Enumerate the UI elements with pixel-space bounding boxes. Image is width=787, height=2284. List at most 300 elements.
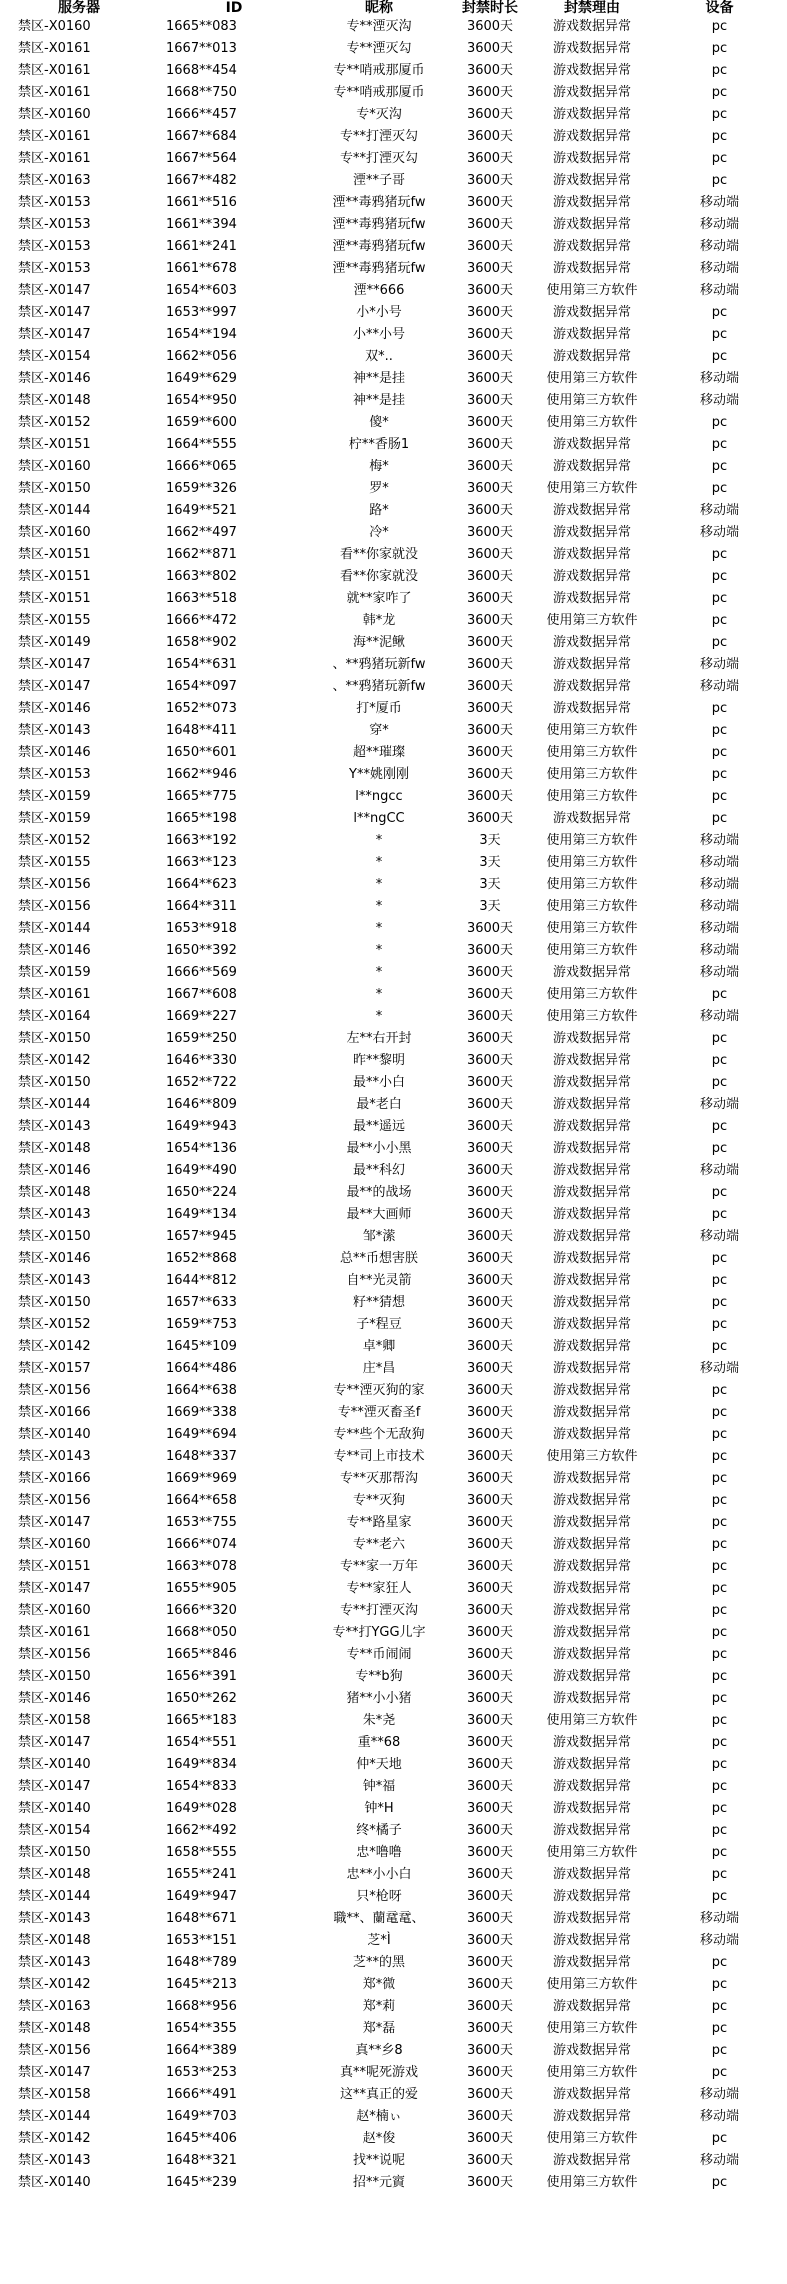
table-row xyxy=(0,1028,787,1050)
duration-cell: 3600天 xyxy=(466,19,514,34)
id-cell: 1652**868 xyxy=(166,1251,237,1266)
id-cell: 1667**608 xyxy=(166,987,237,1002)
nickname-cell: 冷* xyxy=(369,525,389,540)
reason-cell: 游戏数据异常 xyxy=(552,1911,631,1926)
device-cell: pc xyxy=(711,1493,728,1508)
duration-cell: 3600天 xyxy=(466,1537,514,1552)
device-cell: 移动端 xyxy=(699,1009,739,1024)
device-cell: pc xyxy=(711,767,728,782)
duration-cell: 3600天 xyxy=(466,1207,514,1222)
reason-cell: 游戏数据异常 xyxy=(552,1757,631,1772)
id-cell: 1649**834 xyxy=(166,1757,237,1772)
server-cell: 禁区-X0146 xyxy=(18,745,91,760)
duration-cell: 3600天 xyxy=(466,1185,514,1200)
server-cell: 禁区-X0156 xyxy=(18,899,91,914)
duration-cell: 3600天 xyxy=(466,679,514,694)
device-cell: 移动端 xyxy=(699,261,739,276)
duration-cell: 3600天 xyxy=(466,1339,514,1354)
nickname-cell: l**ngcc xyxy=(355,789,403,804)
nickname-cell: 钟*福 xyxy=(362,1779,396,1794)
device-cell: pc xyxy=(711,547,728,562)
reason-cell: 游戏数据异常 xyxy=(552,2087,631,2102)
id-cell: 1666**074 xyxy=(166,1537,237,1552)
nickname-cell: * xyxy=(375,833,383,848)
device-cell: 移动端 xyxy=(699,1163,739,1178)
nickname-cell: 路* xyxy=(369,503,389,518)
nickname-cell: 找**说呢 xyxy=(352,2153,405,2168)
nickname-cell: 钟*H xyxy=(364,1801,394,1816)
server-cell: 禁区-X0143 xyxy=(18,1119,91,1134)
table-row xyxy=(0,412,787,434)
device-cell: 移动端 xyxy=(699,2153,739,2168)
reason-cell: 游戏数据异常 xyxy=(552,1295,631,1310)
server-cell: 禁区-X0152 xyxy=(18,415,91,430)
nickname-cell: 湮**毒鸦猪玩fw xyxy=(332,261,426,276)
device-cell: pc xyxy=(711,459,728,474)
nickname-cell: 最**小白 xyxy=(352,1075,405,1090)
nickname-cell: 梅* xyxy=(369,459,389,474)
reason-cell: 使用第三方软件 xyxy=(546,2175,638,2190)
table-row xyxy=(0,1556,787,1578)
server-cell: 禁区-X0155 xyxy=(18,613,91,628)
id-cell: 1667**013 xyxy=(166,41,237,56)
reason-cell: 游戏数据异常 xyxy=(552,1669,631,1684)
table-row xyxy=(0,918,787,940)
id-cell: 1648**337 xyxy=(166,1449,237,1464)
id-cell: 1644**812 xyxy=(166,1273,237,1288)
device-cell: pc xyxy=(711,2065,728,2080)
id-cell: 1667**482 xyxy=(166,173,237,188)
server-cell: 禁区-X0147 xyxy=(18,657,91,672)
table-body xyxy=(0,16,787,2194)
device-cell: 移动端 xyxy=(699,393,739,408)
server-cell: 禁区-X0153 xyxy=(18,217,91,232)
duration-cell: 3天 xyxy=(479,899,501,914)
server-cell: 禁区-X0157 xyxy=(18,1361,91,1376)
table-row xyxy=(0,984,787,1006)
table-row xyxy=(0,1886,787,1908)
table-row xyxy=(0,1248,787,1270)
id-cell: 1657**633 xyxy=(166,1295,237,1310)
table-row xyxy=(0,2040,787,2062)
device-cell: pc xyxy=(711,2131,728,2146)
device-cell: pc xyxy=(711,349,728,364)
id-cell: 1662**497 xyxy=(166,525,237,540)
reason-cell: 游戏数据异常 xyxy=(552,1383,631,1398)
id-cell: 1662**492 xyxy=(166,1823,237,1838)
reason-cell: 游戏数据异常 xyxy=(552,1955,631,1970)
reason-cell: 使用第三方软件 xyxy=(546,371,638,386)
device-cell: pc xyxy=(711,569,728,584)
server-cell: 禁区-X0156 xyxy=(18,1647,91,1662)
device-cell: pc xyxy=(711,1889,728,1904)
nickname-cell: 专**老六 xyxy=(352,1537,405,1552)
table-row xyxy=(0,1952,787,1974)
reason-cell: 使用第三方软件 xyxy=(546,899,638,914)
id-cell: 1645**239 xyxy=(166,2175,237,2190)
reason-cell: 游戏数据异常 xyxy=(552,1185,631,1200)
reason-cell: 使用第三方软件 xyxy=(546,789,638,804)
table-row xyxy=(0,610,787,632)
device-cell: pc xyxy=(711,789,728,804)
id-cell: 1666**569 xyxy=(166,965,237,980)
reason-cell: 游戏数据异常 xyxy=(552,41,631,56)
id-cell: 1665**846 xyxy=(166,1647,237,1662)
device-cell: 移动端 xyxy=(699,217,739,232)
server-cell: 禁区-X0143 xyxy=(18,1955,91,1970)
server-cell: 禁区-X0149 xyxy=(18,635,91,650)
server-cell: 禁区-X0144 xyxy=(18,2109,91,2124)
nickname-cell: 专**打湮灭沟 xyxy=(339,1603,418,1618)
server-cell: 禁区-X0160 xyxy=(18,1537,91,1552)
table-row xyxy=(0,1270,787,1292)
server-cell: 禁区-X0148 xyxy=(18,1141,91,1156)
table-row xyxy=(0,192,787,214)
nickname-cell: 这**真正的爱 xyxy=(339,2087,418,2102)
id-cell: 1655**905 xyxy=(166,1581,237,1596)
device-cell: 移动端 xyxy=(699,525,739,540)
device-cell: 移动端 xyxy=(699,943,739,958)
nickname-cell: 专**币闹闹 xyxy=(346,1647,412,1662)
reason-cell: 游戏数据异常 xyxy=(552,811,631,826)
nickname-cell: 湮**毒鸦猪玩fw xyxy=(332,217,426,232)
reason-cell: 游戏数据异常 xyxy=(552,1339,631,1354)
device-cell: pc xyxy=(711,327,728,342)
id-cell: 1662**871 xyxy=(166,547,237,562)
duration-cell: 3600天 xyxy=(466,767,514,782)
nickname-cell: 就**家咋了 xyxy=(346,591,412,606)
device-cell: pc xyxy=(711,1053,728,1068)
device-cell: pc xyxy=(711,129,728,144)
id-cell: 1659**753 xyxy=(166,1317,237,1332)
nickname-cell: 湮**毒鸦猪玩fw xyxy=(332,239,426,254)
nickname-cell: 专**灭狗 xyxy=(352,1493,405,1508)
reason-cell: 游戏数据异常 xyxy=(552,2109,631,2124)
table-row xyxy=(0,1446,787,1468)
device-cell: 移动端 xyxy=(699,1361,739,1376)
id-cell: 1654**603 xyxy=(166,283,237,298)
nickname-cell: 最**的战场 xyxy=(346,1185,412,1200)
reason-cell: 游戏数据异常 xyxy=(552,1251,631,1266)
id-cell: 1665**183 xyxy=(166,1713,237,1728)
server-cell: 禁区-X0154 xyxy=(18,1823,91,1838)
server-cell: 禁区-X0153 xyxy=(18,261,91,276)
table-row xyxy=(0,962,787,984)
reason-cell: 游戏数据异常 xyxy=(552,1603,631,1618)
duration-cell: 3600天 xyxy=(466,1449,514,1464)
server-cell: 禁区-X0152 xyxy=(18,833,91,848)
duration-cell: 3600天 xyxy=(466,965,514,980)
id-cell: 1653**997 xyxy=(166,305,237,320)
id-cell: 1652**073 xyxy=(166,701,237,716)
device-cell: pc xyxy=(711,613,728,628)
device-cell: pc xyxy=(711,591,728,606)
server-cell: 禁区-X0161 xyxy=(18,129,91,144)
table-row xyxy=(0,2084,787,2106)
duration-cell: 3600天 xyxy=(466,723,514,738)
server-cell: 禁区-X0160 xyxy=(18,107,91,122)
reason-cell: 游戏数据异常 xyxy=(552,1207,631,1222)
id-cell: 1654**950 xyxy=(166,393,237,408)
table-row xyxy=(0,2018,787,2040)
table-row xyxy=(0,1754,787,1776)
duration-cell: 3600天 xyxy=(466,1493,514,1508)
device-cell: pc xyxy=(711,481,728,496)
reason-cell: 游戏数据异常 xyxy=(552,1405,631,1420)
nickname-cell: * xyxy=(375,943,383,958)
id-cell: 1666**457 xyxy=(166,107,237,122)
server-cell: 禁区-X0161 xyxy=(18,63,91,78)
device-cell: 移动端 xyxy=(699,195,739,210)
id-cell: 1662**946 xyxy=(166,767,237,782)
device-cell: pc xyxy=(711,1691,728,1706)
server-cell: 禁区-X0140 xyxy=(18,1801,91,1816)
server-cell: 禁区-X0148 xyxy=(18,393,91,408)
reason-cell: 游戏数据异常 xyxy=(552,1031,631,1046)
server-cell: 禁区-X0166 xyxy=(18,1471,91,1486)
nickname-cell: 最**科幻 xyxy=(352,1163,405,1178)
reason-cell: 使用第三方软件 xyxy=(546,481,638,496)
table-row xyxy=(0,302,787,324)
id-cell: 1669**969 xyxy=(166,1471,237,1486)
duration-cell: 3600天 xyxy=(466,1559,514,1574)
nickname-cell: 专**b狗 xyxy=(355,1669,403,1684)
duration-cell: 3600天 xyxy=(466,1603,514,1618)
nickname-cell: 神**是挂 xyxy=(352,371,405,386)
device-cell: 移动端 xyxy=(699,1911,739,1926)
device-cell: pc xyxy=(711,1647,728,1662)
table-row xyxy=(0,1512,787,1534)
server-cell: 禁区-X0146 xyxy=(18,371,91,386)
server-cell: 禁区-X0143 xyxy=(18,2153,91,2168)
id-cell: 1657**945 xyxy=(166,1229,237,1244)
nickname-cell: 湮**子哥 xyxy=(352,173,405,188)
reason-cell: 使用第三方软件 xyxy=(546,2021,638,2036)
duration-cell: 3天 xyxy=(479,855,501,870)
nickname-cell: 赵*俊 xyxy=(362,2131,396,2146)
id-cell: 1654**355 xyxy=(166,2021,237,2036)
table-row xyxy=(0,60,787,82)
duration-cell: 3600天 xyxy=(466,1647,514,1662)
reason-cell: 游戏数据异常 xyxy=(552,1801,631,1816)
server-cell: 禁区-X0153 xyxy=(18,767,91,782)
duration-cell: 3600天 xyxy=(466,1867,514,1882)
device-cell: 移动端 xyxy=(699,2109,739,2124)
device-cell: pc xyxy=(711,1669,728,1684)
table-row xyxy=(0,1534,787,1556)
nickname-cell: 重**68 xyxy=(357,1735,401,1750)
duration-cell: 3600天 xyxy=(466,107,514,122)
table-row xyxy=(0,1424,787,1446)
duration-cell: 3600天 xyxy=(466,943,514,958)
nickname-cell: * xyxy=(375,921,383,936)
duration-cell: 3600天 xyxy=(466,85,514,100)
duration-cell: 3600天 xyxy=(466,1977,514,1992)
reason-cell: 游戏数据异常 xyxy=(552,657,631,672)
device-cell: pc xyxy=(711,1141,728,1156)
header-row xyxy=(0,0,787,16)
nickname-cell: 芝*Ì xyxy=(367,1933,391,1948)
reason-cell: 使用第三方软件 xyxy=(546,833,638,848)
reason-cell: 游戏数据异常 xyxy=(552,327,631,342)
duration-cell: 3600天 xyxy=(466,63,514,78)
server-cell: 禁区-X0147 xyxy=(18,283,91,298)
duration-cell: 3600天 xyxy=(466,547,514,562)
reason-cell: 使用第三方软件 xyxy=(546,2131,638,2146)
id-cell: 1667**684 xyxy=(166,129,237,144)
reason-cell: 游戏数据异常 xyxy=(552,1515,631,1530)
nickname-cell: 職**、蘭鼋鼋、 xyxy=(333,1911,425,1926)
duration-cell: 3600天 xyxy=(466,789,514,804)
nickname-cell: 真**呢死游戏 xyxy=(339,2065,418,2080)
device-cell: pc xyxy=(711,85,728,100)
nickname-cell: 籽**猜想 xyxy=(352,1295,405,1310)
table-row xyxy=(0,1600,787,1622)
duration-cell: 3600天 xyxy=(466,1361,514,1376)
duration-cell: 3600天 xyxy=(466,459,514,474)
duration-cell: 3600天 xyxy=(466,151,514,166)
duration-cell: 3600天 xyxy=(466,2175,514,2190)
table-row xyxy=(0,104,787,126)
nickname-cell: 专**湮灭畜圣f xyxy=(337,1405,421,1420)
device-cell: 移动端 xyxy=(699,1933,739,1948)
duration-cell: 3600天 xyxy=(466,701,514,716)
nickname-cell: 招**元賨 xyxy=(352,2175,405,2190)
id-cell: 1649**694 xyxy=(166,1427,237,1442)
id-cell: 1663**123 xyxy=(166,855,237,870)
nickname-cell: 傻* xyxy=(369,415,389,430)
duration-cell: 3600天 xyxy=(466,1251,514,1266)
id-cell: 1659**326 xyxy=(166,481,237,496)
id-cell: 1664**623 xyxy=(166,877,237,892)
id-cell: 1649**629 xyxy=(166,371,237,386)
duration-cell: 3600天 xyxy=(466,327,514,342)
table-row xyxy=(0,1578,787,1600)
device-cell: 移动端 xyxy=(699,899,739,914)
server-cell: 禁区-X0151 xyxy=(18,591,91,606)
id-cell: 1648**411 xyxy=(166,723,237,738)
device-cell: pc xyxy=(711,1207,728,1222)
duration-cell: 3600天 xyxy=(466,1163,514,1178)
reason-cell: 使用第三方软件 xyxy=(546,767,638,782)
device-cell: pc xyxy=(711,745,728,760)
server-cell: 禁区-X0153 xyxy=(18,239,91,254)
nickname-cell: 昨**黎明 xyxy=(352,1053,405,1068)
reason-cell: 游戏数据异常 xyxy=(552,305,631,320)
device-cell: pc xyxy=(711,1757,728,1772)
reason-cell: 游戏数据异常 xyxy=(552,1537,631,1552)
device-cell: pc xyxy=(711,1867,728,1882)
duration-cell: 3600天 xyxy=(466,1119,514,1134)
nickname-cell: 子*程豆 xyxy=(356,1317,402,1332)
duration-cell: 3600天 xyxy=(466,261,514,276)
reason-cell: 游戏数据异常 xyxy=(552,1273,631,1288)
reason-cell: 游戏数据异常 xyxy=(552,217,631,232)
nickname-cell: 超**璀璨 xyxy=(352,745,405,760)
id-cell: 1665**198 xyxy=(166,811,237,826)
nickname-cell: 自**光灵箭 xyxy=(346,1273,412,1288)
duration-cell: 3600天 xyxy=(466,1735,514,1750)
device-cell: pc xyxy=(711,1317,728,1332)
reason-cell: 游戏数据异常 xyxy=(552,19,631,34)
table-row xyxy=(0,214,787,236)
reason-cell: 游戏数据异常 xyxy=(552,1691,631,1706)
server-cell: 禁区-X0144 xyxy=(18,503,91,518)
device-cell: pc xyxy=(711,415,728,430)
device-cell: pc xyxy=(711,1779,728,1794)
header-id: ID xyxy=(225,0,243,16)
device-cell: pc xyxy=(711,723,728,738)
reason-cell: 游戏数据异常 xyxy=(552,1119,631,1134)
table-row xyxy=(0,852,787,874)
duration-cell: 3600天 xyxy=(466,393,514,408)
table-row xyxy=(0,874,787,896)
duration-cell: 3600天 xyxy=(466,1009,514,1024)
duration-cell: 3600天 xyxy=(466,525,514,540)
server-cell: 禁区-X0148 xyxy=(18,1933,91,1948)
nickname-cell: 双*.. xyxy=(365,349,393,364)
reason-cell: 游戏数据异常 xyxy=(552,1141,631,1156)
nickname-cell: 忠**小小白 xyxy=(346,1867,412,1882)
table-row xyxy=(0,1204,787,1226)
id-cell: 1650**262 xyxy=(166,1691,237,1706)
table-row xyxy=(0,1094,787,1116)
id-cell: 1649**703 xyxy=(166,2109,237,2124)
nickname-cell: 邹*潆 xyxy=(362,1229,396,1244)
server-cell: 禁区-X0144 xyxy=(18,921,91,936)
duration-cell: 3600天 xyxy=(466,1713,514,1728)
device-cell: pc xyxy=(711,1075,728,1090)
id-cell: 1649**947 xyxy=(166,1889,237,1904)
table-row xyxy=(0,1996,787,2018)
reason-cell: 游戏数据异常 xyxy=(552,107,631,122)
table-row xyxy=(0,478,787,500)
server-cell: 禁区-X0142 xyxy=(18,1977,91,1992)
reason-cell: 游戏数据异常 xyxy=(552,525,631,540)
device-cell: 移动端 xyxy=(699,657,739,672)
id-cell: 1664**389 xyxy=(166,2043,237,2058)
device-cell: pc xyxy=(711,305,728,320)
duration-cell: 3600天 xyxy=(466,129,514,144)
duration-cell: 3600天 xyxy=(466,1471,514,1486)
table-row xyxy=(0,1930,787,1952)
device-cell: pc xyxy=(711,701,728,716)
table-row xyxy=(0,1182,787,1204)
reason-cell: 使用第三方软件 xyxy=(546,987,638,1002)
id-cell: 1663**192 xyxy=(166,833,237,848)
nickname-cell: 专**些个无敌狗 xyxy=(333,1427,425,1442)
device-cell: pc xyxy=(711,1515,728,1530)
reason-cell: 游戏数据异常 xyxy=(552,635,631,650)
reason-cell: 游戏数据异常 xyxy=(552,1163,631,1178)
device-cell: 移动端 xyxy=(699,283,739,298)
device-cell: pc xyxy=(711,1537,728,1552)
id-cell: 1664**486 xyxy=(166,1361,237,1376)
reason-cell: 使用第三方软件 xyxy=(546,921,638,936)
duration-cell: 3600天 xyxy=(466,657,514,672)
nickname-cell: * xyxy=(375,899,383,914)
id-cell: 1648**789 xyxy=(166,1955,237,1970)
table-row xyxy=(0,280,787,302)
id-cell: 1659**600 xyxy=(166,415,237,430)
id-cell: 1663**802 xyxy=(166,569,237,584)
nickname-cell: 看**你家就没 xyxy=(339,569,418,584)
device-cell: pc xyxy=(711,2021,728,2036)
header-device: 设备 xyxy=(705,0,734,16)
device-cell: pc xyxy=(711,1185,728,1200)
server-cell: 禁区-X0156 xyxy=(18,2043,91,2058)
reason-cell: 游戏数据异常 xyxy=(552,679,631,694)
